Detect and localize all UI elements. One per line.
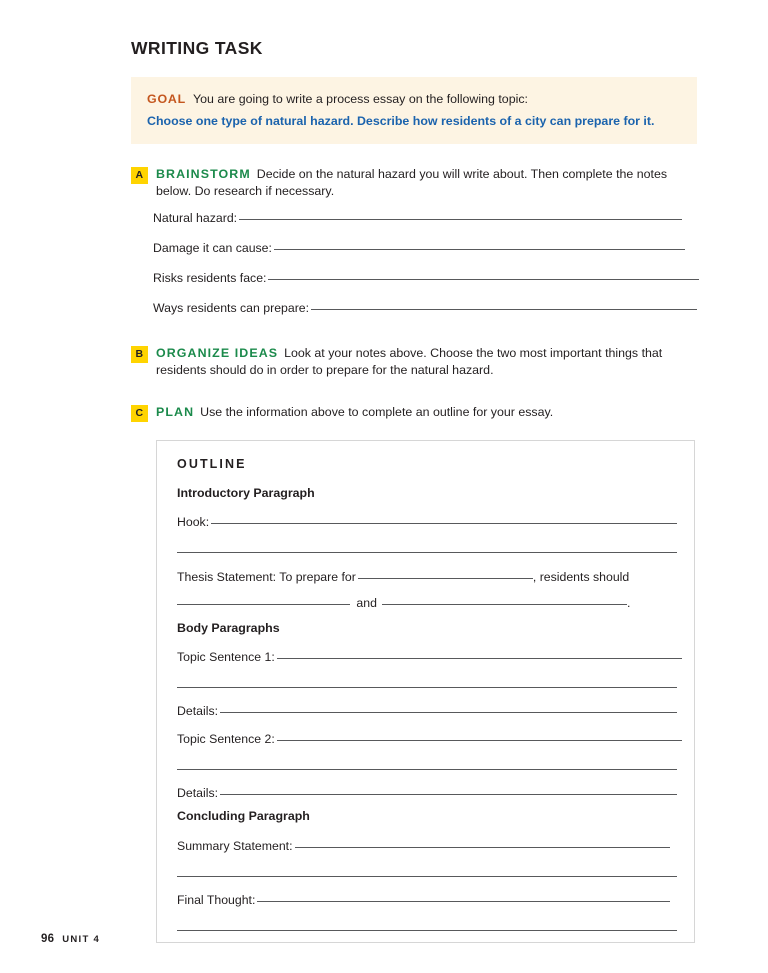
field-thesis-line2[interactable] xyxy=(177,593,677,612)
field-topic-sentence-2[interactable] xyxy=(177,729,677,748)
section-a-instruction: Decide on the natural hazard you will write about. Then complete the notes below. Do research if necessary. xyxy=(156,167,668,198)
section-c-instruction: Use the information above to complete an outline for your essay. xyxy=(200,405,554,419)
field-topic-sentence-1-label: Topic Sentence 1: xyxy=(177,650,275,664)
section-c xyxy=(131,404,697,421)
field-hook-label: Hook: xyxy=(177,515,210,529)
section-b-heading: ORGANIZE IDEAS xyxy=(156,346,279,360)
field-thesis-line1[interactable] xyxy=(177,567,677,586)
field-details-1[interactable] xyxy=(177,701,677,720)
field-thesis-rule-2[interactable] xyxy=(177,593,350,605)
outline-title: OUTLINE xyxy=(177,457,247,471)
field-topic-sentence-1-rule-2[interactable] xyxy=(177,687,677,688)
field-final-thought-rule[interactable] xyxy=(257,890,670,902)
field-natural-hazard-label: Natural hazard: xyxy=(153,211,238,225)
field-hook-rule-2[interactable] xyxy=(177,552,677,553)
field-topic-sentence-1-line2[interactable] xyxy=(177,675,677,688)
field-ways-prepare-rule[interactable] xyxy=(311,298,697,310)
field-topic-sentence-2-rule-2[interactable] xyxy=(177,769,677,770)
goal-intro-line xyxy=(147,90,681,108)
field-topic-sentence-2-line2[interactable] xyxy=(177,757,677,770)
section-b-text xyxy=(156,345,697,378)
page-title: WRITING TASK xyxy=(131,38,263,58)
field-ways-prepare[interactable] xyxy=(153,298,697,316)
field-natural-hazard[interactable] xyxy=(153,208,697,226)
field-risks-rule[interactable] xyxy=(268,268,699,280)
field-thesis-and: and xyxy=(356,596,377,610)
field-thesis-label: Thesis Statement: To prepare for xyxy=(177,570,356,584)
field-ways-prepare-label: Ways residents can prepare: xyxy=(153,301,310,315)
section-c-text xyxy=(156,404,697,421)
field-damage-label: Damage it can cause: xyxy=(153,241,272,255)
section-c-heading: PLAN xyxy=(156,405,195,419)
field-details-2[interactable] xyxy=(177,783,677,802)
field-summary-statement[interactable] xyxy=(177,836,677,855)
field-thesis-rule-1[interactable] xyxy=(358,567,533,579)
field-hook[interactable] xyxy=(177,512,677,531)
goal-intro-text: You are going to write a process essay on the following topic: xyxy=(193,92,528,106)
field-risks-label: Risks residents face: xyxy=(153,271,267,285)
goal-label: GOAL xyxy=(147,92,186,106)
section-a-heading: BRAINSTORM xyxy=(156,167,251,181)
unit-label: UNIT 4 xyxy=(62,934,101,945)
field-hook-line2[interactable] xyxy=(177,540,677,558)
footer xyxy=(41,933,100,945)
field-summary-statement-line2[interactable] xyxy=(177,864,677,877)
outline-card xyxy=(156,440,695,943)
field-final-thought-label: Final Thought: xyxy=(177,893,256,907)
field-thesis-rule-3[interactable] xyxy=(382,593,627,605)
outline-intro-heading: Introductory Paragraph xyxy=(177,486,315,500)
outline-concluding-heading: Concluding Paragraph xyxy=(177,809,310,823)
field-details-1-rule[interactable] xyxy=(220,701,677,713)
field-summary-statement-label: Summary Statement: xyxy=(177,839,293,853)
field-details-2-label: Details: xyxy=(177,786,219,800)
field-details-2-rule[interactable] xyxy=(220,783,677,795)
section-marker-b: B xyxy=(131,346,148,363)
field-topic-sentence-1[interactable] xyxy=(177,647,677,666)
field-details-1-label: Details: xyxy=(177,704,219,718)
field-thesis-end: . xyxy=(626,596,631,610)
section-a xyxy=(131,166,697,199)
section-marker-a: A xyxy=(131,167,148,184)
field-final-thought-rule-2[interactable] xyxy=(177,930,677,931)
page-number: 96 xyxy=(41,933,55,945)
field-topic-sentence-2-label: Topic Sentence 2: xyxy=(177,732,275,746)
field-damage-rule[interactable] xyxy=(274,238,685,250)
field-risks[interactable] xyxy=(153,268,697,286)
field-damage[interactable] xyxy=(153,238,697,256)
section-b xyxy=(131,345,697,378)
field-topic-sentence-2-rule[interactable] xyxy=(277,729,682,741)
goal-banner xyxy=(131,77,697,144)
outline-body-heading: Body Paragraphs xyxy=(177,621,280,635)
field-summary-statement-rule[interactable] xyxy=(295,836,670,848)
field-hook-rule[interactable] xyxy=(211,512,677,524)
field-final-thought-line2[interactable] xyxy=(177,918,677,931)
section-b-instruction: Look at your notes above. Choose the two most important things that residents should do in order to prepare for the natural hazard. xyxy=(156,346,663,377)
goal-topic-text: Choose one type of natural hazard. Describe how residents of a city can prepare for it. xyxy=(147,114,655,128)
field-topic-sentence-1-rule[interactable] xyxy=(277,647,682,659)
field-natural-hazard-rule[interactable] xyxy=(239,208,682,220)
field-thesis-mid: , residents should xyxy=(532,570,630,584)
field-final-thought[interactable] xyxy=(177,890,677,909)
section-marker-c: C xyxy=(131,405,148,422)
field-summary-statement-rule-2[interactable] xyxy=(177,876,677,877)
section-a-text xyxy=(156,166,697,199)
